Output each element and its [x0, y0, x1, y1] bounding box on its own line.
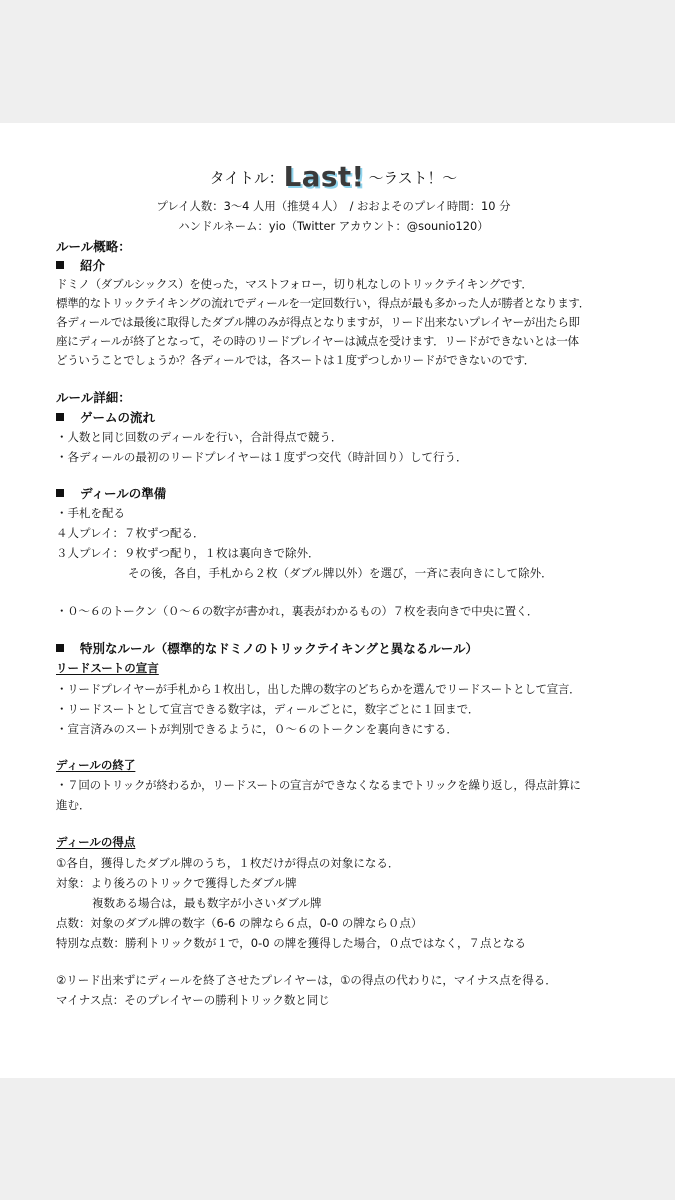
lead-heading: リードスートの宣言	[56, 661, 159, 675]
end-heading: ディールの終了	[56, 758, 136, 772]
bullet-square	[56, 413, 64, 421]
scoring-line-5: 特別な点数：勝利トリック数が１で，0-0 の牌を獲得した場合，０点ではなく，７点となる	[56, 936, 527, 950]
prep-heading: ディールの準備	[56, 484, 166, 502]
intro-heading: 紹介	[56, 256, 105, 274]
scoring-line-3: 複数ある場合は，最も数字が小さいダブル牌	[92, 896, 322, 910]
intro-line-2: 標準的なトリックテイキングの流れでディールを一定回数行い，得点が最も多かった人が勝者となります．	[56, 296, 590, 310]
handle-line: ハンドルネーム：yio（Twitter アカウント：@sounio120）	[178, 219, 489, 233]
last-logo: Last!	[283, 160, 365, 193]
details-heading: ルール詳細：	[56, 390, 131, 405]
intro-line-1: ドミノ（ダブルシックス）を使った，マストフォロー，切り札なしのトリックテイキングです．	[56, 277, 533, 291]
special-heading: 特別なルール（標準的なドミノのトリックテイキングと異なるルール）	[56, 639, 478, 657]
flow-line-1: ・人数と同じ回数のディールを行い，合計得点で競う．	[56, 430, 343, 444]
prep-line-4: その後，各自，手札から２枚（ダブル牌以外）を選び，一斉に表向きにして除外．	[128, 566, 553, 580]
prep-line-1: ・手札を配る	[56, 506, 125, 520]
flow-line-2: ・各ディールの最初のリードプレイヤーは１度ずつ交代（時計回り）して行う．	[56, 450, 468, 464]
bullet-square	[56, 644, 64, 652]
scoring-line-2: 対象：より後ろのトリックで獲得したダブル牌	[56, 876, 297, 890]
intro-line-3: 各ディールでは最後に取得したダブル牌のみが得点となりますが，リード出来ないプレイヤーが出たら即	[56, 315, 580, 329]
title-suffix: ～ラスト！～	[368, 169, 458, 187]
overview-heading: ルール概略：	[56, 239, 131, 254]
document-page	[0, 123, 675, 1078]
prep-line-5: ・０～６のトークン（０～６の数字が書かれ，裏表がわかるもの）７枚を表向きで中央に置く．	[56, 604, 539, 618]
title-row	[0, 160, 667, 193]
title-prefix: タイトル：	[209, 169, 284, 187]
end-line-2: 進む．	[56, 798, 91, 812]
scoring-heading: ディールの得点	[56, 835, 136, 849]
flow-heading: ゲームの流れ	[56, 408, 155, 426]
scoring-line-1: ①各自，獲得したダブル牌のうち，１枚だけが得点の対象になる．	[56, 856, 400, 870]
lead-line-3: ・宣言済みのスートが判別できるように，０～６のトークンを裏向きにする．	[56, 722, 458, 736]
scoring-line-4: 点数：対象のダブル牌の数字（6-6 の牌なら６点，0-0 の牌なら０点）	[56, 916, 423, 930]
scoring-line-7: マイナス点：そのプレイヤーの勝利トリック数と同じ	[56, 993, 330, 1007]
lead-line-2: ・リードスートとして宣言できる数字は，ディールごとに，数字ごとに１回まで．	[56, 702, 480, 716]
end-line-1: ・７回のトリックが終わるか，リードスートの宣言ができなくなるまでトリックを繰り返し，得点計算に	[56, 778, 581, 792]
bullet-square	[56, 489, 64, 497]
bullet-square	[56, 261, 64, 269]
intro-line-5: どういうことでしょうか？各ディールでは，各スートは１度ずつしかリードができないのです．	[56, 353, 535, 367]
intro-line-4: 座にディールが終了となって，その時のリードプレイヤーは減点を受けます．リードができないとは一体	[56, 334, 579, 348]
lead-line-1: ・リードプレイヤーが手札から１枚出し，出した牌の数字のどちらかを選んでリードスートとして宣言．	[56, 682, 581, 696]
prep-line-2: ４人プレイ：７枚ずつ配る．	[56, 526, 205, 540]
prep-line-3: ３人プレイ：９枚ずつ配り，１枚は裏向きで除外．	[56, 546, 320, 560]
players-line: プレイ人数：3～4 人用（推奨４人） / おおよそのプレイ時間：10 分	[156, 199, 511, 213]
scoring-line-6: ②リード出来ずにディールを終了させたプレイヤーは，①の得点の代わりに，マイナス点を得る．	[56, 973, 557, 987]
